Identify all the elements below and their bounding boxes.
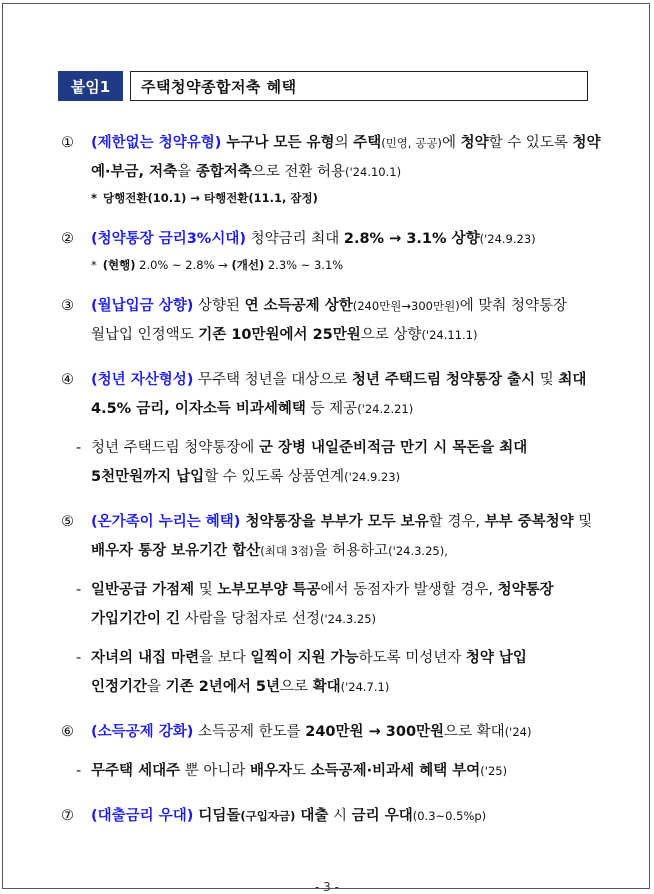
date: ('24) [504,725,532,739]
text: 청년 주택드림 청약통장에 [91,440,259,456]
dash-marker: - [76,582,82,598]
text-bold: 주택 [353,135,382,151]
text-bold: 자녀의 내집 마련 [91,650,200,666]
text: 의 [334,135,354,151]
text: 상향된 [193,298,245,314]
item-tag: (청약통장 금리3%시대) [91,231,246,247]
note-text: 2.3% ~ 3.1% [264,258,344,272]
dash-marker: - [76,440,82,456]
note-label: (개선) [231,258,265,272]
sub-bullet [61,644,601,702]
text-bold: 청약통장 가입기간이 긴 [91,582,554,627]
item-number: ⑥ [61,724,74,740]
text-bold: 부부 중복청약 [484,514,574,530]
benefit-item-4 [61,366,601,424]
text-small: (0.3~0.5%p) [412,809,487,823]
text-bold: 2.8% → 3.1% 상향 [343,231,480,247]
text: 뿐 아니라 [180,763,250,779]
text: 을 [147,679,166,695]
note-asterisk: * [91,258,97,272]
date: ('24.10.1) [345,165,402,179]
benefit-item-5 [61,508,601,566]
item-number: ① [61,135,74,151]
text: 으로 확대 [444,724,505,740]
sub-bullet [61,757,601,786]
text: 도 [291,763,311,779]
benefits-list [61,129,601,831]
section-title: 주택청약종합저축 혜택 [130,71,588,101]
text-bold: 배우자 통장 보유기간 합산 [91,543,261,559]
item-tag: (온가족이 누리는 혜택) [91,514,241,530]
note-asterisk: * [91,191,98,205]
text: 및 [535,372,559,388]
item-tag: (청년 자산형성) [91,372,194,388]
item-note [61,254,601,276]
note-text: 2.0% ~ 2.8% → [135,258,232,272]
benefit-item-3 [61,292,601,350]
date: ('24.9.23) [344,470,401,484]
text: 시 [328,808,352,824]
date: ('24.11.1) [421,328,478,342]
text: 사람을 당첨자로 선정 [180,611,320,627]
text: 할 수 있도록 상품연계 [204,469,345,485]
item-tag: (소득공제 강화) [91,724,194,740]
note-label: (현행) [102,258,136,272]
text-bold: 최대 4.5% 금리, 이자소득 비과세혜택 [91,372,587,417]
text-small: (최대 3점) [260,544,314,558]
text: 에서 동점자가 발생할 경우, [320,582,498,598]
text: 등 제공 [305,401,358,417]
text-small: (민영, 공공) [381,136,442,150]
benefit-item-6 [61,718,601,747]
text: 및 [194,582,218,598]
date: ('24.7.1) [340,680,390,694]
benefit-item-1 [61,129,601,187]
item-tag: (제한없는 청약유형) [91,135,222,151]
text: 소득공제 한도를 [193,724,306,740]
text-bold: 일찍이 지원 가능 [250,650,359,666]
item-tag: (대출금리 우대) [91,808,194,824]
text-bold: 디딤돌 [193,808,241,824]
date: ('24.3.25) [319,612,377,626]
text-bold: 청약 납입 인정기간 [91,650,527,695]
document-page [2,3,650,894]
section-header [58,71,588,101]
item-number: ⑦ [61,808,74,824]
item-number: ⑤ [61,514,74,530]
text-bold: 청약통장을 부부가 모두 보유 [240,514,429,530]
text-bold: 기존 2년에서 5년 [165,679,280,695]
text: 할 경우, [428,514,485,530]
text-bold: 배우자 [249,763,292,779]
item-note [61,187,601,209]
benefit-item-7 [61,802,601,831]
text: 및 [573,514,593,530]
item-number: ③ [61,298,74,314]
text: 할 수 있도록 [488,135,573,151]
text-bold: 연 소득공제 상한 [244,298,353,314]
text: 무주택 청년을 대상으로 [193,372,352,388]
text-bold: 금리 우대 [351,808,413,824]
text-bold: 청년 주택드림 청약통장 출시 [351,372,536,388]
text-bold: 누구나 모든 유형 [221,135,335,151]
attachment-badge: 붙임1 [58,71,123,101]
text: 을 [177,164,196,180]
text-bold: 소득공제·비과세 혜택 부여 [310,763,481,779]
date: ('24.9.23) [479,232,536,246]
date: ('24.2.21) [357,402,414,416]
item-number: ④ [61,372,74,388]
dash-marker: - [76,650,82,666]
benefit-item-2 [61,225,601,254]
dash-marker: - [76,763,82,779]
text-bold: 종합저축 [195,164,252,180]
text: 을 허용하고 [313,543,389,559]
text-bold: 일반공급 가점제 [91,582,195,598]
text: 으로 전환 허용 [251,164,346,180]
text: 으로 상향 [360,327,422,343]
text: 에 [441,135,461,151]
text-bold: 군 장병 내일준비적금 만기 시 목돈을 최대 5천만원까지 납입 [91,440,528,485]
text: 에 맞춰 청약통장 월납입 인정액도 [91,298,567,343]
text-bold: 기존 10만원에서 25만원 [198,327,361,343]
item-tag: (월납입금 상향) [91,298,194,314]
text-small: (240만원→300만원) [352,299,460,313]
text-bold: 노부모부양 특공 [217,582,321,598]
page-number: - 3 - [315,880,339,894]
date: ('24.3.25), [388,544,448,558]
text-bold: 확대 [312,679,341,695]
text: 을 보다 [199,650,251,666]
text-small: (구입자금) [240,809,296,823]
sub-bullet [61,434,601,492]
text-bold: 청약 [460,135,489,151]
text: 하도록 미성년자 [358,650,466,666]
text: 으로 [279,679,313,695]
text-bold: 240만원 → 300만원 [305,724,445,740]
sub-bullet [61,576,601,634]
text-bold: 청약 예·부금, 저축 [91,135,601,180]
text-bold: 대출 [295,808,329,824]
text: 청약금리 최대 [245,231,344,247]
text-bold: 무주택 세대주 [91,763,181,779]
note-text: 당행전환(10.1) → 타행전환(11.1, 잠정) [103,191,318,205]
item-number: ② [61,231,74,247]
date: ('25) [480,764,508,778]
